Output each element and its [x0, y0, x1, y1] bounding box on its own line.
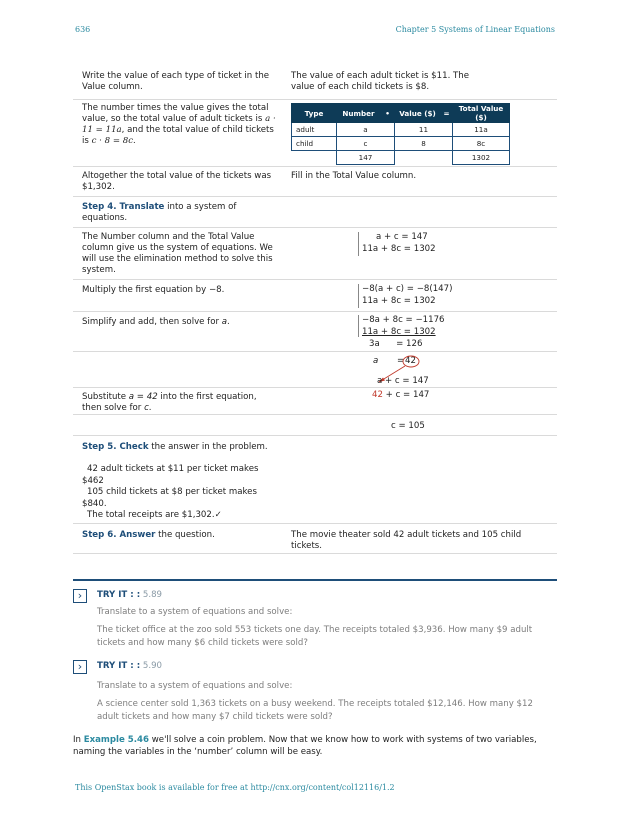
- step4-text: [82, 202, 277, 224]
- closing-post: we'll solve a coin problem. Now that we know how to work with systems of two variables, naming the variables in the ‘number’ column will be easy.: [73, 735, 537, 757]
- system-eq-2: 11a + 8c = 1302: [362, 244, 436, 254]
- ticket-value-table: [291, 103, 510, 165]
- table-header-equals: =: [441, 104, 453, 123]
- solution-row-7: [73, 312, 557, 352]
- try-it-5-89: [73, 589, 557, 649]
- solved-a-equals: =: [397, 356, 405, 366]
- try-it-problem: A science center sold 1,363 tickets on a busy weekend. The receipts totaled $12,146. How many $12 adult tickets and how many $7 child tickets were sold?: [97, 699, 533, 722]
- row6-left-text: [82, 285, 277, 296]
- circle-highlight: [403, 356, 419, 367]
- table-cell-type: child: [292, 137, 337, 151]
- system-eq-1: a + c = 147: [376, 232, 428, 242]
- substituted-value: 42: [372, 390, 383, 400]
- check-lines: [82, 464, 272, 522]
- multiplied-eq-1: −8(a + c) = −8(147): [362, 284, 453, 294]
- row2-left-text: [82, 103, 277, 147]
- solution-row-1: [73, 66, 557, 100]
- try-it-label: [97, 661, 162, 671]
- check-line: 105 child tickets at $8 per ticket makes $840.: [82, 487, 257, 509]
- substituted-eq: [372, 390, 429, 401]
- table-cell-number: a: [337, 123, 395, 137]
- table-cell-value: 11: [395, 123, 453, 137]
- system-brace: [358, 284, 359, 308]
- table-header-type: Type: [292, 104, 337, 123]
- solution-row-7b: [73, 352, 557, 388]
- solution-row-3: [73, 167, 557, 197]
- row8-text-post: into the first equation, then solve for: [82, 392, 257, 413]
- system-brace: [358, 232, 359, 256]
- row7-text-post: .: [227, 317, 230, 327]
- row5-left-text: The Number column and the Total Value column give us the system of equations. We will use the elimination method to solve this system.: [82, 232, 273, 275]
- try-it-5-90: [73, 660, 557, 722]
- solved-a-value: 42: [405, 356, 416, 366]
- row3-right-text: Fill in the Total Value column.: [291, 171, 417, 181]
- solution-row-6: [73, 280, 557, 312]
- table-cell-value: 8: [395, 137, 453, 151]
- row1-left-text: Write the value of each type of ticket in the Value column.: [82, 71, 270, 92]
- row6-text-pre: Multiply the first equation by: [82, 285, 209, 295]
- row3-left-text: Altogether the total value of the tickets was $1,302.: [82, 171, 272, 192]
- solved-a-var: a: [373, 356, 379, 366]
- solution-row-8b: [73, 415, 557, 436]
- system-brace: [358, 315, 359, 337]
- step6-label: Step 6. Answer: [82, 530, 156, 540]
- final-answer: The movie theater sold 42 adult tickets and 105 child tickets.: [291, 530, 522, 551]
- check-line: 42 adult tickets at $11 per ticket makes $462: [82, 464, 259, 486]
- example-link[interactable]: Example 5.46: [83, 735, 150, 745]
- solved-c: c = 105: [391, 421, 425, 431]
- step5-rest: the answer in the problem.: [148, 442, 268, 452]
- solution-row-9: [73, 436, 557, 524]
- table-row: [292, 137, 510, 151]
- row7-text-var: a: [221, 317, 228, 327]
- table-cell-number: c: [337, 137, 395, 151]
- row6-text-val: −8: [208, 285, 222, 295]
- row8-text-var: c: [144, 403, 149, 413]
- try-it-title: TRY IT : :: [97, 661, 141, 671]
- multiplied-eq-2: 11a + 8c = 1302: [362, 296, 436, 306]
- step4-rest: into a system of equations.: [82, 202, 237, 223]
- solution-row-8: [73, 388, 557, 415]
- substituted-rest: + c = 147: [382, 390, 430, 400]
- step5-label: Step 5. Check: [82, 442, 149, 452]
- table-header-number: Number: [337, 104, 381, 123]
- table-header-value: Value ($): [395, 104, 441, 123]
- chevron-right-icon[interactable]: ›: [73, 589, 87, 603]
- table-row-totals: [292, 151, 510, 165]
- try-it-prompt: Translate to a system of equations and solve:: [97, 607, 293, 617]
- try-it-prompt: Translate to a system of equations and solve:: [97, 681, 293, 691]
- table-cell-type: adult: [292, 123, 337, 137]
- table-row: [292, 123, 510, 137]
- row2-text-b: , and the total value of child tickets is: [82, 125, 274, 146]
- table-header-times: •: [381, 104, 395, 123]
- try-it-number: 5.90: [140, 661, 163, 671]
- try-it-title: TRY IT : :: [97, 590, 141, 600]
- table-cell-total: 11a: [453, 123, 510, 137]
- row8-left-text: [82, 392, 277, 414]
- solution-row-5: [73, 228, 557, 280]
- row7-text-pre: Simplify and add, then solve for: [82, 317, 222, 327]
- step5-text: [82, 442, 277, 453]
- closing-pre: In: [73, 735, 84, 745]
- row8-text-end: .: [148, 403, 152, 413]
- chevron-right-icon[interactable]: ›: [73, 660, 87, 674]
- sum-eq: 3a = 126: [369, 339, 423, 349]
- row8-text-mid: a = 42: [128, 392, 158, 402]
- step6-text: [82, 530, 277, 541]
- row1-right-text: The value of each adult ticket is $11. The value of each child tickets is $8.: [291, 71, 470, 92]
- row2-math-a: a · 11 = 11a: [82, 114, 276, 135]
- first-eq-copy: a + c = 147: [377, 376, 429, 386]
- check-line: The total receipts are $1,302.✓: [87, 510, 222, 520]
- closing-paragraph: [73, 734, 557, 758]
- solution-row-2: [73, 100, 557, 167]
- solution-row-4: [73, 197, 557, 228]
- try-it-problem: The ticket office at the zoo sold 553 tickets one day. The receipts totaled $3,936. How many $9 adult tickets and how many $6 child tickets were sold?: [97, 625, 533, 648]
- row7-left-text: [82, 317, 277, 328]
- table-total-value: 1302: [453, 151, 510, 165]
- step6-rest: the question.: [155, 530, 215, 540]
- step4-label: Step 4. Translate: [82, 202, 165, 212]
- row2-math-b: c · 8 = 8c.: [91, 136, 136, 146]
- table-header-total-value: Total Value ($): [453, 104, 510, 123]
- page-footer: This OpenStax book is available for free at http://cnx.org/content/col12116/1.2: [75, 783, 395, 792]
- row2-text-a: The number times the value gives the total value, so the total value of adult tickets is: [82, 103, 269, 124]
- page-number: 636: [75, 25, 91, 34]
- row8-text-pre: Substitute: [82, 392, 129, 402]
- table-cell-total: 8c: [453, 137, 510, 151]
- section-divider: [73, 579, 557, 581]
- try-it-number: 5.89: [140, 590, 163, 600]
- row6-text-post: .: [221, 285, 225, 295]
- simplified-eq-1: −8a + 8c = −1176: [362, 315, 445, 325]
- try-it-label: [97, 590, 162, 600]
- chapter-title: Chapter 5 Systems of Linear Equations: [395, 25, 555, 34]
- simplified-eq-2: 11a + 8c = 1302: [362, 327, 436, 337]
- table-total-number: 147: [337, 151, 395, 165]
- solution-row-10: [73, 524, 557, 554]
